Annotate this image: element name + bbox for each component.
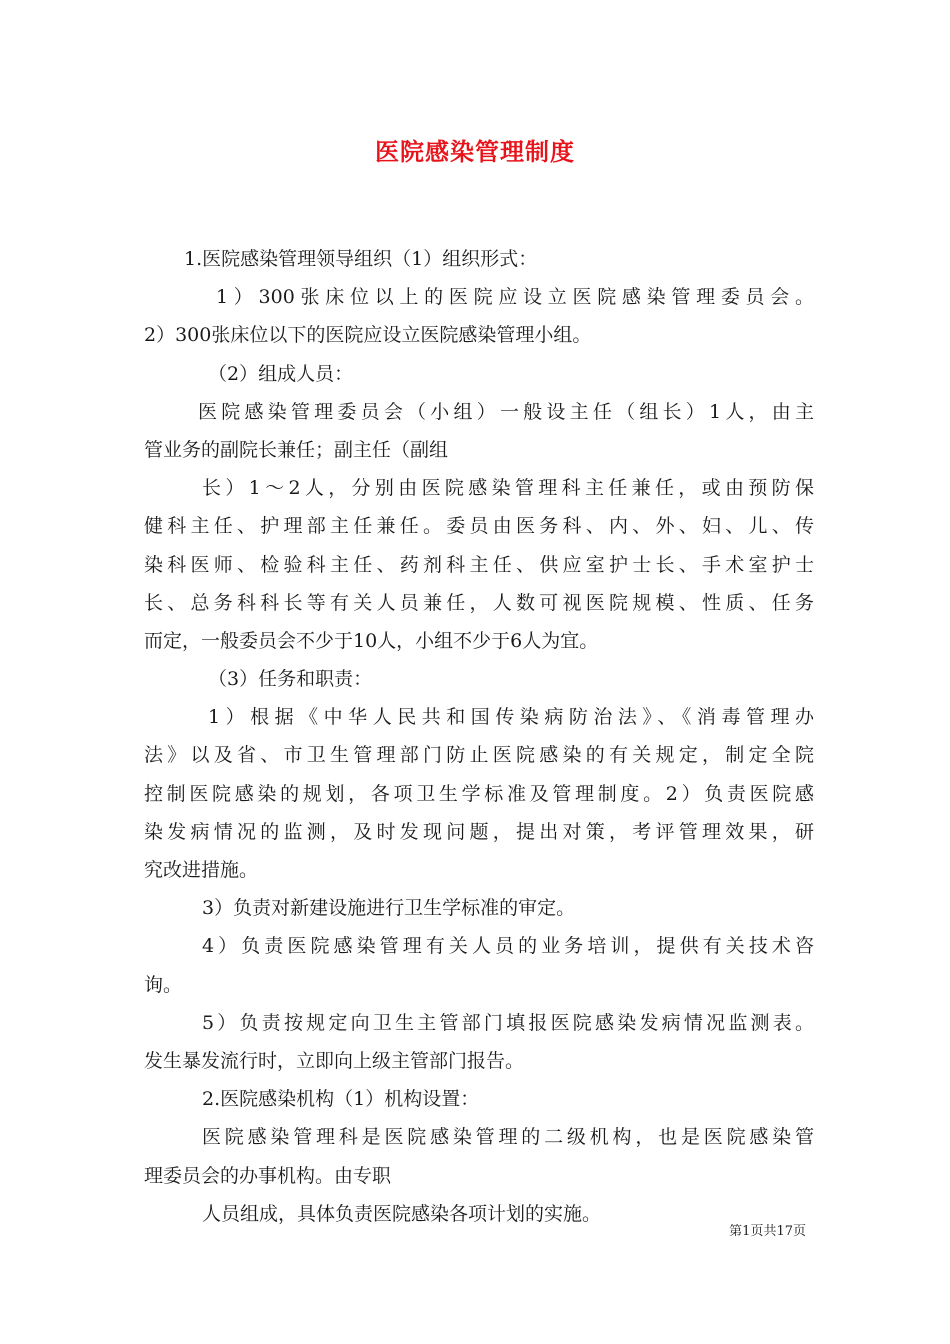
document-title: 医院感染管理制度 (375, 137, 575, 166)
paragraph-line: 医院感染管理委员会（小组）一般设主任（组长）1人，由主 (198, 400, 814, 423)
subsection-heading: （2）组成人员： (208, 362, 354, 385)
paragraph-line: 理委员会的办事机构。由专职 (144, 1164, 392, 1187)
paragraph-line: 而定，一般委员会不少于10人，小组不少于6人为宜。 (144, 629, 599, 652)
subsection-heading: （3）任务和职责： (208, 668, 373, 691)
paragraph-line: 1）根据《中华人民共和国传染病防治法》、《消毒管理办 (208, 706, 814, 729)
document-body (144, 240, 814, 1233)
paragraph-line: 长、总务科科长等有关人员兼任，人数可视医院规模、性质、任务 (144, 591, 814, 614)
paragraph-line: 2）300张床位以下的医院应设立医院感染管理小组。 (144, 324, 592, 347)
section-heading: 2.医院感染机构（1）机构设置： (202, 1088, 480, 1111)
paragraph-line: 究改进措施。 (144, 859, 259, 881)
page-number: 第1页共17页 (729, 1224, 806, 1239)
paragraph-line: 5）负责按规定向卫生主管部门填报医院感染发病情况监测表。 (202, 1011, 814, 1034)
paragraph-line: 长）1～2人，分别由医院感染管理科主任兼任，或由预防保 (202, 477, 814, 500)
paragraph-line: 法》以及省、市卫生管理部门防止医院感染的有关规定，制定全院 (144, 744, 814, 767)
paragraph-line: 管业务的副院长兼任；副主任（副组 (144, 438, 449, 461)
paragraph-line: 1）300张床位以上的医院应设立医院感染管理委员会。 (216, 286, 814, 309)
paragraph-line: 健科主任、护理部主任兼任。委员由医务科、内、外、妇、儿、传 (144, 515, 814, 538)
paragraph-line: 染科医师、检验科主任、药剂科主任、供应室护士长、手术室护士 (144, 553, 814, 576)
paragraph-line: 询。 (144, 973, 183, 996)
section-heading: 1.医院感染管理领导组织（1）组织形式： (184, 248, 538, 270)
paragraph-line: 发生暴发流行时，立即向上级主管部门报告。 (144, 1049, 525, 1072)
paragraph-line: 人员组成，具体负责医院感染各项计划的实施。 (202, 1202, 602, 1225)
paragraph-line: 染发病情况的监测，及时发现问题，提出对策，考评管理效果，研 (144, 820, 814, 843)
paragraph-line: 4）负责医院感染管理有关人员的业务培训，提供有关技术咨 (202, 935, 814, 958)
paragraph-line: 医院感染管理科是医院感染管理的二级机构，也是医院感染管 (202, 1126, 814, 1149)
paragraph-line: 控制医院感染的规划，各项卫生学标准及管理制度。2）负责医院感 (144, 782, 814, 805)
paragraph-line: 3）负责对新建设施进行卫生学标准的审定。 (202, 897, 576, 920)
